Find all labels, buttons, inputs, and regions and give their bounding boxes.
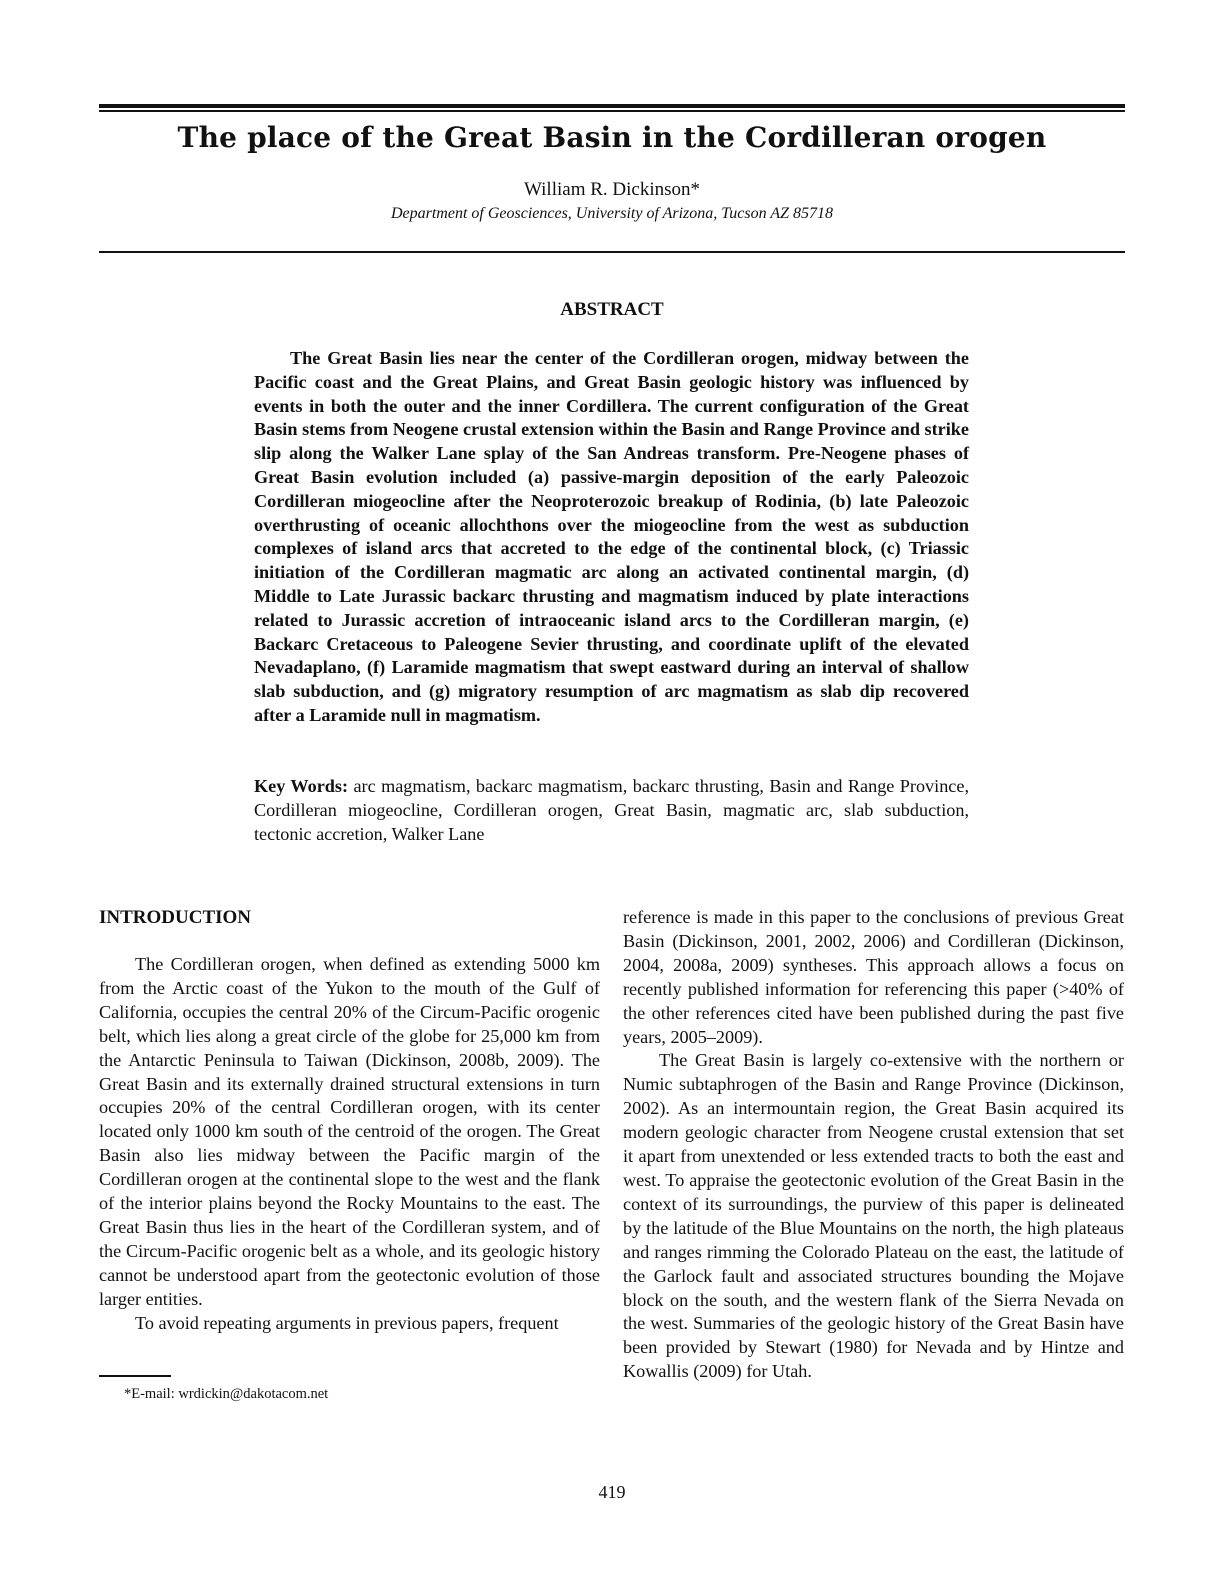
paper-title: The place of the Great Basin in the Cordilleran orogen [177, 121, 1047, 154]
header-rule-thick [99, 104, 1125, 108]
abstract-heading: ABSTRACT [560, 299, 664, 320]
page-number: 419 [598, 1482, 626, 1502]
abstract-text: The Great Basin lies near the center of the Cordilleran orogen, midway between the Pacific coast and the Great Plains, and Great Basin geologic history was influenced by events in both the outer and the inner Cordillera. The current configuration of the Great Basin stems from Neogene crustal extension within the Basin and Range Province and strike slip along the Walker Lane splay of the San Andreas transform. Pre-Neogene phases of Great Basin evolution included (a) passive-margin deposition of the early Paleozoic Cordilleran miogeocline after the Neoproterozoic breakup of Rodinia, (b) late Paleozoic overthrusting of oceanic allochthons over the miogeocline from the west as subduction complexes of island arcs that accreted to the edge of the continental block, (c) Triassic initiation of the Cordilleran magmatic arc along an activated continental margin, (d) Middle to Late Jurassic backarc thrusting and magmatism induced by plate interactions related to Jurassic accretion of intraoceanic island arcs to the Cordilleran margin, (e) Backarc Cretaceous to Paleogene Sevier thrusting, and coordinate uplift of the elevated Nevadaplano, (f) Laramide magmatism that swept eastward during an interval of shallow slab subduction, and (g) migratory resumption of arc magmatism as slab dip recovered after a Laramide null in magmatism. [254, 348, 969, 725]
left-column [99, 905, 600, 1336]
introduction-heading: INTRODUCTION [99, 907, 252, 928]
intro-paragraph-2-start: To avoid repeating arguments in previous papers, frequent [135, 1312, 559, 1333]
author-affiliation: Department of Geosciences, University of Arizona, Tucson AZ 85718 [390, 205, 834, 222]
header-rule-thin [99, 110, 1125, 112]
footnote-rule [99, 1375, 171, 1377]
keywords [254, 775, 969, 846]
author-name: William R. Dickinson* [523, 179, 701, 200]
intro-paragraph-2-cont: reference is made in this paper to the conclusions of previous Great Basin (Dickinson, 2001, 2002, 2006) and Cordilleran (Dickinson, 2004, 2008a, 2009) syntheses. This approach allows a focus on recently published information for referencing this paper (>40% of the other references cited have been published during the past five years, 2005–2009). [623, 907, 1124, 1047]
header-bottom-rule [99, 251, 1125, 253]
intro-paragraph-3: The Great Basin is largely co-extensive with the northern or Numic subtaphrogen of the Basin and Range Province (Dickinson, 2002). As an intermountain region, the Great Basin acquired its modern geologic character from Neogene crustal extension that set it apart from unextended or less extended tracts to both the east and west. To appraise the geotectonic evolution of the Great Basin in the context of its surroundings, the purview of this paper is delineated by the latitude of the Blue Mountains on the north, the high plateaus and ranges rimming the Colorado Plateau on the east, the latitude of the Garlock fault and associated structures bounding the Mojave block on the south, and the western flank of the Sierra Nevada on the west. Summaries of the geologic history of the Great Basin have been provided by Stewart (1980) for Nevada and by Hintze and Kowallis (2009) for Utah. [623, 1050, 1124, 1382]
intro-paragraph-1: The Cordilleran orogen, when defined as extending 5000 km from the Arctic coast of the Yukon to the mouth of the Gulf of California, occupies the central 20% of the Circum-Pacific orogenic belt, which lies along a great circle of the globe for 25,000 km from the Antarctic Peninsula to Taiwan (Dickinson, 2008b, 2009). The Great Basin and its externally drained structural extensions in turn occupies 20% of the central Cordilleran orogen, with its center located only 1000 km south of the centroid of the orogen. The Great Basin also lies midway between the Pacific margin of the Cordilleran orogen at the continental slope to the west and the flank of the interior plains beyond the Rocky Mountains to the east. The Great Basin thus lies in the heart of the Cordilleran system, and of the Circum-Pacific orogenic belt as a whole, and its geologic history cannot be understood apart from the geotectonic evolution of those larger entities. [99, 954, 600, 1309]
keywords-text: arc magmatism, backarc magmatism, backarc thrusting, Basin and Range Province, Cordilleran miogeocline, Cordilleran orogen, Great Basin, magmatic arc, slab subduction, tectonic accretion, Walker Lane [254, 776, 969, 844]
footnote-email: *E-mail: wrdickin@dakotacom.net [124, 1386, 329, 1402]
keywords-label: Key Words: [254, 776, 349, 796]
right-column [623, 906, 1124, 1384]
